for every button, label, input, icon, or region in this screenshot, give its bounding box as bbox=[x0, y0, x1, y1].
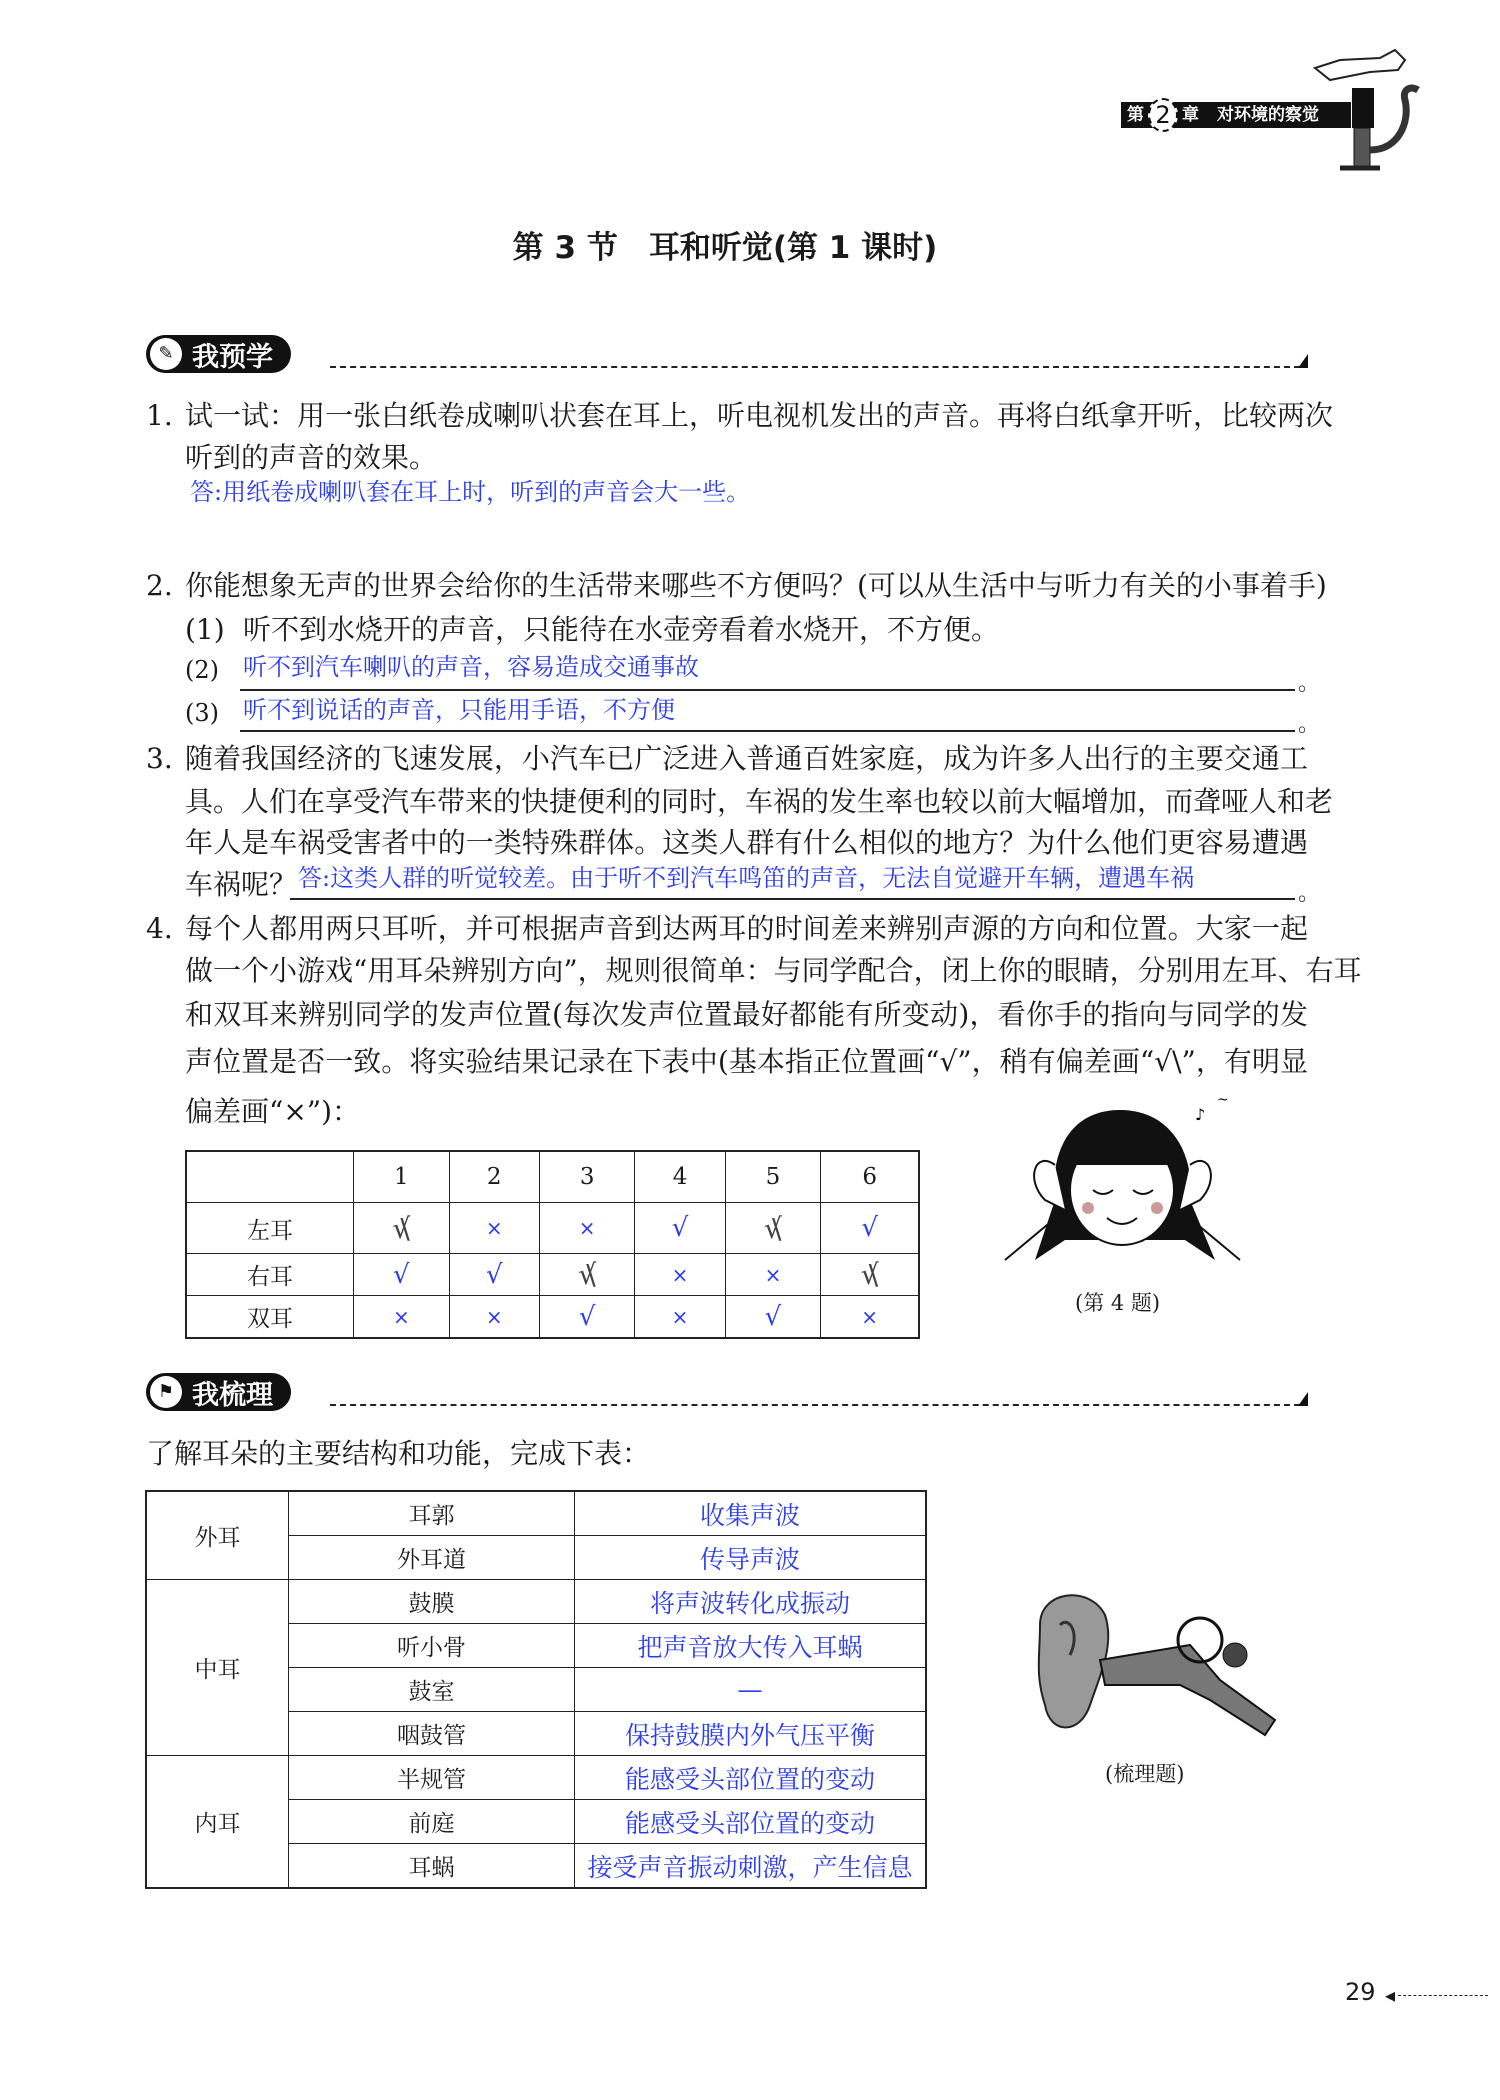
chapter-title: 对环境的察觉 bbox=[1217, 105, 1319, 125]
row-label: 左耳 bbox=[186, 1203, 354, 1254]
question-text: 听到的声音的效果。 bbox=[185, 441, 438, 474]
result-cell bbox=[635, 1203, 725, 1254]
answer-text: 听不到说话的声音，只能用手语，不方便 bbox=[243, 696, 675, 724]
question-number: 1. bbox=[146, 399, 173, 432]
table-row bbox=[186, 1254, 919, 1296]
ear-part-group: 中耳 bbox=[146, 1580, 289, 1756]
question-text: 每个人都用两只耳听，并可根据声音到达两耳的时间差来辨别声源的方向和位置。大家一起 bbox=[185, 912, 1308, 945]
result-cell bbox=[821, 1254, 919, 1296]
structure-function: 将声波转化成振动 bbox=[575, 1580, 927, 1624]
question-text: 偏差画“×”)： bbox=[185, 1095, 361, 1128]
divider-end-icon bbox=[1298, 1392, 1308, 1406]
chapter-prefix: 第 bbox=[1127, 105, 1144, 125]
structure-function: 能感受头部位置的变动 bbox=[575, 1756, 927, 1800]
result-cell bbox=[354, 1254, 450, 1296]
structure-name: 耳郭 bbox=[289, 1491, 575, 1536]
structure-name: 咽鼓管 bbox=[289, 1712, 575, 1756]
cross-mark-icon: × bbox=[485, 1304, 503, 1329]
question-number: 2. bbox=[146, 569, 173, 602]
ear-anatomy-illustration bbox=[1020, 1585, 1285, 1745]
structure-function: — bbox=[575, 1668, 927, 1712]
structure-name: 鼓室 bbox=[289, 1668, 575, 1712]
cross-mark-icon: × bbox=[861, 1304, 879, 1329]
period: 。 bbox=[1298, 712, 1321, 737]
check-mark-icon: √ bbox=[393, 1259, 410, 1290]
result-cell bbox=[449, 1296, 539, 1339]
table-header-row: 1 2 3 4 5 6 bbox=[186, 1151, 919, 1203]
question-text: 做一个小游戏“用耳朵辨别方向”，规则很简单：与同学配合，闭上你的眼睛，分别用左耳、右耳 bbox=[185, 954, 1362, 987]
item-text: 听不到水烧开的声音，只能待在水壶旁看着水烧开，不方便。 bbox=[243, 613, 1000, 646]
chapter-number: 2 bbox=[1148, 98, 1178, 132]
result-cell bbox=[449, 1254, 539, 1296]
instruction-text: 了解耳朵的主要结构和功能，完成下表： bbox=[146, 1437, 651, 1470]
girl-covering-ears-illustration bbox=[995, 1090, 1255, 1280]
figure-caption: (第 4 题) bbox=[1075, 1291, 1161, 1315]
page-number-dash bbox=[1398, 1995, 1488, 1996]
result-cell bbox=[725, 1296, 821, 1339]
table-row bbox=[146, 1580, 926, 1624]
item-label: (3) bbox=[185, 699, 219, 727]
result-cell bbox=[635, 1296, 725, 1339]
result-cell bbox=[635, 1254, 725, 1296]
page-title: 第 3 节 耳和听觉(第 1 课时) bbox=[512, 230, 938, 266]
structure-name: 耳蜗 bbox=[289, 1844, 575, 1889]
question-text: 试一试：用一张白纸卷成喇叭状套在耳上，听电视机发出的声音。再将白纸拿开听，比较两次 bbox=[185, 399, 1334, 432]
period: 。 bbox=[1298, 671, 1321, 696]
section-header-review bbox=[146, 1372, 291, 1412]
structure-name: 外耳道 bbox=[289, 1536, 575, 1580]
answer-underline bbox=[240, 730, 1295, 732]
section-icon: ⚑ bbox=[150, 1376, 182, 1408]
row-label: 双耳 bbox=[186, 1296, 354, 1339]
svg-text:♪: ♪ bbox=[1195, 1105, 1206, 1124]
item-label: (1) bbox=[185, 613, 225, 646]
ear-part-group: 内耳 bbox=[146, 1756, 289, 1889]
structure-name: 半规管 bbox=[289, 1756, 575, 1800]
section-icon: ✎ bbox=[150, 338, 182, 370]
structure-name: 前庭 bbox=[289, 1800, 575, 1844]
partial-mark-icon: √ \ bbox=[764, 1212, 782, 1245]
result-cell bbox=[725, 1254, 821, 1296]
check-mark-icon: √ bbox=[764, 1301, 782, 1332]
partial-mark-icon: √ \ bbox=[861, 1258, 879, 1291]
partial-mark-icon: √ \ bbox=[392, 1212, 410, 1245]
ear-structure-table bbox=[145, 1490, 927, 1889]
result-cell bbox=[539, 1296, 635, 1339]
table-row bbox=[146, 1756, 926, 1800]
section-label: 我预学 bbox=[192, 341, 273, 373]
check-mark-icon: √ bbox=[578, 1301, 596, 1332]
cross-mark-icon: × bbox=[671, 1304, 689, 1329]
check-mark-icon: √ bbox=[861, 1213, 878, 1243]
section-label: 我梳理 bbox=[192, 1379, 273, 1411]
structure-name: 鼓膜 bbox=[289, 1580, 575, 1624]
partial-mark-icon: √ \ bbox=[578, 1258, 596, 1291]
cross-mark-icon: × bbox=[485, 1216, 503, 1240]
question-text: 车祸呢？ bbox=[185, 868, 298, 901]
tiger-mascot-icon bbox=[1310, 40, 1425, 175]
structure-function: 收集声波 bbox=[575, 1491, 927, 1536]
question-text: 具。人们在享受汽车带来的快捷便利的同时，车祸的发生率也较以前大幅增加，而聋哑人和老 bbox=[185, 785, 1334, 818]
check-mark-icon: √ bbox=[485, 1259, 503, 1290]
cross-mark-icon: × bbox=[671, 1262, 689, 1287]
ear-part-group: 外耳 bbox=[146, 1491, 289, 1580]
answer-text: 答:这类人群的听觉较差。由于听不到汽车鸣笛的声音，无法自觉避开车辆，遭遇车祸 bbox=[298, 864, 1195, 892]
table-row bbox=[146, 1491, 926, 1536]
table-row bbox=[186, 1203, 919, 1254]
period: 。 bbox=[1298, 881, 1321, 906]
chapter-suffix: 章 bbox=[1182, 105, 1199, 125]
divider bbox=[330, 1404, 1300, 1406]
result-cell bbox=[821, 1203, 919, 1254]
question-text: 声位置是否一致。将实验结果记录在下表中(基本指正位置画“√”，稍有偏差画“√\”，有明显 bbox=[185, 1045, 1308, 1078]
figure-caption: (梳理题) bbox=[1105, 1762, 1185, 1786]
divider-end-icon bbox=[1298, 354, 1308, 368]
question-number: 4. bbox=[146, 912, 173, 945]
result-cell bbox=[725, 1203, 821, 1254]
result-cell bbox=[539, 1254, 635, 1296]
page-number: 29 bbox=[1345, 1978, 1376, 2006]
answer-text: 答:用纸卷成喇叭套在耳上时，听到的声音会大一些。 bbox=[190, 478, 751, 506]
item-label: (2) bbox=[185, 656, 219, 684]
answer-underline bbox=[290, 898, 1295, 900]
question-text: 随着我国经济的飞速发展，小汽车已广泛进入普通百姓家庭，成为许多人出行的主要交通工 bbox=[185, 742, 1308, 775]
question-text: 年人是车祸受害者中的一类特殊群体。这类人群有什么相似的地方？为什么他们更容易遭遇 bbox=[185, 826, 1308, 859]
result-cell bbox=[539, 1203, 635, 1254]
question-text: 你能想象无声的世界会给你的生活带来哪些不方便吗？(可以从生活中与听力有关的小事着手) bbox=[185, 569, 1327, 602]
arrow-left-icon: ◂ bbox=[1385, 1983, 1396, 2007]
table-row bbox=[186, 1296, 919, 1339]
question-text: 和双耳来辨别同学的发声位置(每次发声位置最好都能有所变动)，看你手的指向与同学的发 bbox=[185, 998, 1308, 1031]
result-cell bbox=[449, 1203, 539, 1254]
row-label: 右耳 bbox=[186, 1254, 354, 1296]
question-number: 3. bbox=[146, 742, 173, 775]
structure-name: 听小骨 bbox=[289, 1624, 575, 1668]
result-cell bbox=[354, 1296, 450, 1339]
answer-text: 听不到汽车喇叭的声音，容易造成交通事故 bbox=[243, 653, 699, 681]
result-cell bbox=[821, 1296, 919, 1339]
check-mark-icon: √ bbox=[671, 1213, 689, 1243]
cross-mark-icon: × bbox=[392, 1304, 410, 1329]
structure-function: 能感受头部位置的变动 bbox=[575, 1800, 927, 1844]
direction-results-table bbox=[185, 1150, 920, 1339]
section-header-preview bbox=[146, 334, 291, 374]
structure-function: 保持鼓膜内外气压平衡 bbox=[575, 1712, 927, 1756]
structure-function: 传导声波 bbox=[575, 1536, 927, 1580]
cross-mark-icon: × bbox=[764, 1262, 782, 1287]
cross-mark-icon: × bbox=[578, 1216, 596, 1240]
divider bbox=[330, 366, 1300, 368]
result-cell bbox=[354, 1203, 450, 1254]
structure-function: 接受声音振动刺激，产生信息 bbox=[575, 1844, 927, 1889]
structure-function: 把声音放大传入耳蜗 bbox=[575, 1624, 927, 1668]
svg-text:~: ~ bbox=[1217, 1092, 1229, 1108]
